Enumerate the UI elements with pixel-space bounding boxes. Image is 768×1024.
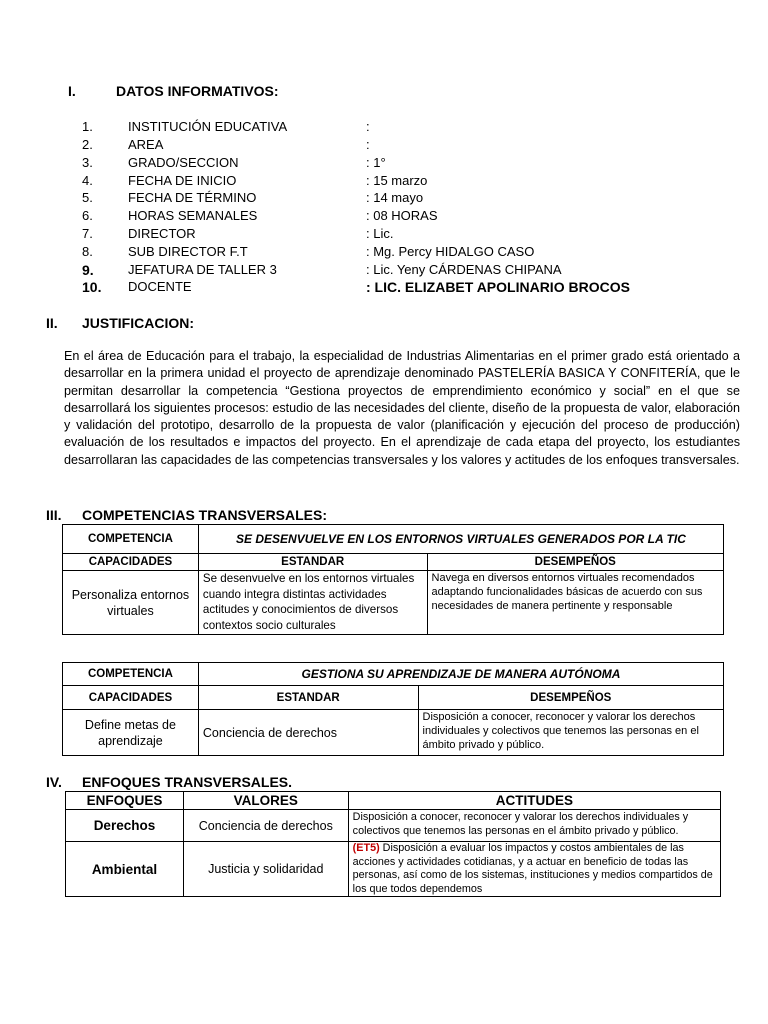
header-capacidades: CAPACIDADES (63, 686, 199, 710)
info-value: : 1° (366, 155, 386, 170)
info-label: GRADO/SECCION (128, 155, 239, 170)
section-3-title: COMPETENCIAS TRANSVERSALES: (82, 507, 328, 523)
enfoque-row (66, 842, 721, 897)
header-estandar: ESTANDAR (198, 686, 418, 710)
enfoque-cell: Derechos (66, 810, 184, 842)
competencia-table-1 (62, 524, 724, 635)
info-value: : 15 marzo (366, 173, 428, 188)
enfoques-table (65, 791, 721, 897)
info-label: AREA (128, 137, 164, 152)
header-actitudes: ACTITUDES (348, 792, 720, 810)
info-value: : 14 mayo (366, 190, 424, 205)
info-label: FECHA DE INICIO (128, 173, 237, 188)
competencia-table-2 (62, 662, 724, 756)
header-estandar: ESTANDAR (198, 554, 427, 571)
info-label: JEFATURA DE TALLER 3 (128, 262, 277, 277)
section-2-title: JUSTIFICACION: (82, 315, 194, 331)
info-value: : (366, 137, 370, 152)
valor-cell: Justicia y solidaridad (183, 842, 348, 897)
enfoque-tag: (ET5) (352, 842, 380, 854)
section-4-title: ENFOQUES TRANSVERSALES. (82, 774, 293, 790)
capacidad-cell: Define metas de aprendizaje (63, 710, 199, 756)
header-valores: VALORES (183, 792, 348, 810)
estandar-cell: Se desenvuelve en los entornos virtuales cuando integra distintas actividades actitudes y conocimientos de diversos contextos socio culturales (198, 571, 427, 635)
info-value: : 08 HORAS (366, 208, 438, 223)
info-number: 9. (82, 262, 94, 278)
info-number: 1. (82, 119, 93, 134)
competencia-value: GESTIONA SU APRENDIZAJE DE MANERA AUTÓNOMA (198, 663, 723, 686)
actitud-cell: Disposición a conocer, reconocer y valorar los derechos individuales y colectivos que tenemos las personas en el ámbito privado y público. (348, 810, 720, 842)
section-4-number: IV. (46, 774, 62, 790)
section-1-title: DATOS INFORMATIVOS: (116, 83, 279, 99)
info-number: 8. (82, 244, 93, 259)
actitud-cell (348, 842, 720, 897)
desempeno-cell: Disposición a conocer, reconocer y valorar los derechos individuales y colectivos que tenemos las personas en el ámbito privado y público. (418, 710, 723, 756)
info-value: : (366, 119, 370, 134)
desempeno-cell: Navega en diversos entornos virtuales recomendados adaptando funcionalidades básicas de acuerdo con sus necesidades de manera pertinente y responsable (427, 571, 723, 635)
header-desempenos: DESEMPEÑOS (418, 686, 723, 710)
competencia-label: COMPETENCIA (63, 525, 199, 554)
header-capacidades: CAPACIDADES (63, 554, 199, 571)
info-number: 7. (82, 226, 93, 241)
estandar-cell: Conciencia de derechos (198, 710, 418, 756)
info-value: : Lic. Yeny CÁRDENAS CHIPANA (366, 262, 562, 277)
info-number: 4. (82, 173, 93, 188)
info-number: 5. (82, 190, 93, 205)
info-value: : Mg. Percy HIDALGO CASO (366, 244, 535, 259)
valor-cell: Conciencia de derechos (183, 810, 348, 842)
info-value: : Lic. (366, 226, 394, 241)
info-number: 10. (82, 279, 102, 295)
competencia-label: COMPETENCIA (63, 663, 199, 686)
info-label: DIRECTOR (128, 226, 196, 241)
section-3-number: III. (46, 507, 62, 523)
info-label: HORAS SEMANALES (128, 208, 258, 223)
capacidad-cell: Personaliza entornos virtuales (63, 571, 199, 635)
info-label: FECHA DE TÉRMINO (128, 190, 257, 205)
section-2-number: II. (46, 315, 58, 331)
header-enfoques: ENFOQUES (66, 792, 184, 810)
info-label: SUB DIRECTOR F.T (128, 244, 248, 259)
info-number: 3. (82, 155, 93, 170)
header-desempenos: DESEMPEÑOS (427, 554, 723, 571)
enfoque-row (66, 810, 721, 842)
competencia-value: SE DESENVUELVE EN LOS ENTORNOS VIRTUALES GENERADOS POR LA TIC (198, 525, 723, 554)
info-number: 6. (82, 208, 93, 223)
justificacion-paragraph: En el área de Educación para el trabajo, la especialidad de Industrias Alimentarias en el primer grado está orientado a desarrollar en la primera unidad el proyecto de aprendizaje denominado PASTELERÍA BASICA Y CONFITERÍA, que le permitan desarrollar la competencia “Gestiona proyectos de emprendimiento económico y social” en el que se desarrollará los siguientes procesos: estudio de las necesidades del cliente, diseño de la propuesta de valor, elaboración y validación del prototipo, desarrollo de la propuesta de valor (planificación y ejecución del proceso de producción) evaluación de los resultados e impactos del proyecto. En el aprendizaje de cada etapa del proyecto, los estudiantes desarrollaran las capacidades de las competencias transversales y los valores y actitudes de los enfoques transversales. (64, 349, 740, 467)
info-value: : LIC. ELIZABET APOLINARIO BROCOS (366, 279, 630, 295)
section-1-number: I. (68, 83, 76, 99)
actitud-text: Disposición a evaluar los impactos y costos ambientales de las acciones y actividades cotidianas, y a actuar en beneficio de todas las personas, así como de los sistemas, instituciones y medios compartidos de los que todos dependemos (352, 842, 713, 895)
info-label: DOCENTE (128, 279, 192, 294)
enfoque-cell: Ambiental (66, 842, 184, 897)
info-label: INSTITUCIÓN EDUCATIVA (128, 119, 288, 134)
info-number: 2. (82, 137, 93, 152)
